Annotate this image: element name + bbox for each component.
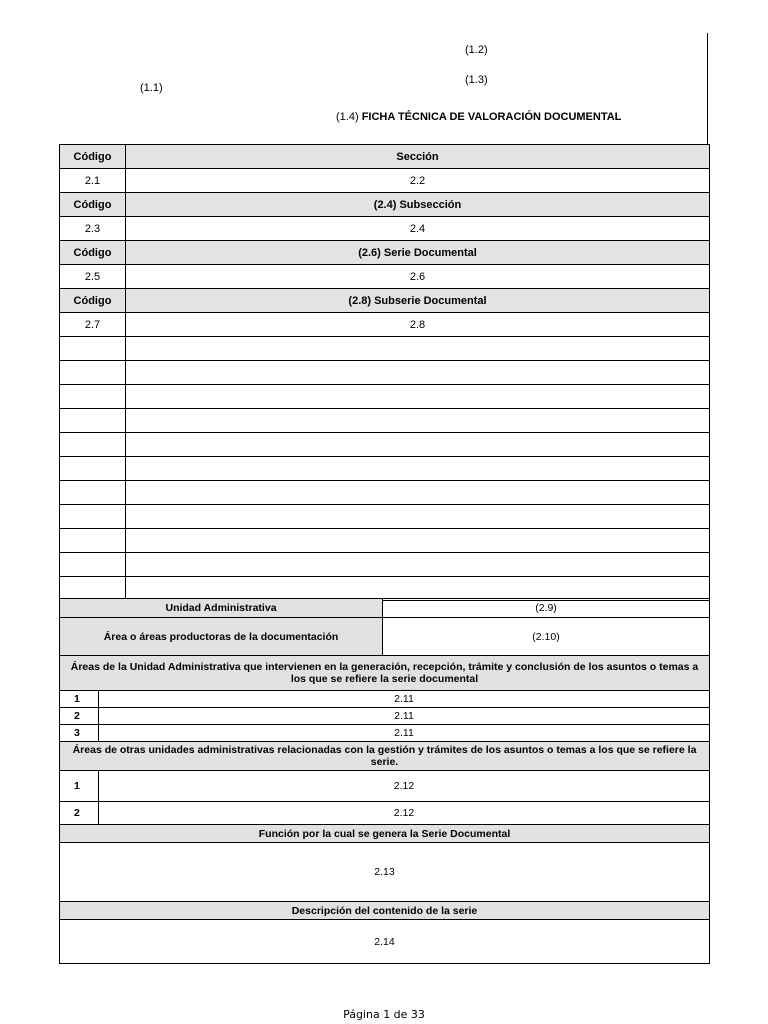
empty-row [60, 457, 710, 481]
unidad-value[interactable]: (2.9) [383, 599, 710, 618]
empty-codigo-cell[interactable] [60, 457, 126, 481]
empty-row [60, 481, 710, 505]
subserie-value-row [60, 313, 710, 337]
title-text: FICHA TÉCNICA DE VALORACIÓN DOCUMENTAL [361, 111, 622, 123]
empty-description-cell[interactable] [126, 385, 710, 409]
areas-productoras-value[interactable]: (2.10) [383, 618, 710, 656]
empty-codigo-cell[interactable] [60, 505, 126, 529]
empty-row [60, 385, 710, 409]
empty-description-cell[interactable] [126, 553, 710, 577]
areas-internas-value[interactable]: 2.11 [99, 725, 710, 742]
areas-otras-value[interactable]: 2.12 [99, 771, 710, 802]
subserie-codigo-cell[interactable]: 2.7 [60, 313, 126, 337]
areas-otras-heading: Áreas de otras unidades administrativas relacionadas con la gestión y trámites de los asuntos o temas a los que se refiere la serie. [60, 742, 710, 771]
header-border-line [707, 33, 708, 145]
empty-description-cell[interactable] [126, 481, 710, 505]
empty-row [60, 409, 710, 433]
areas-productoras-label: Área o áreas productoras de la documentación [60, 618, 383, 656]
empty-codigo-cell[interactable] [60, 361, 126, 385]
empty-description-cell[interactable] [126, 361, 710, 385]
empty-codigo-cell[interactable] [60, 577, 126, 601]
ref-1-3: (1.3) [465, 74, 488, 86]
codigo-header: Código [60, 193, 126, 217]
row-number: 2 [60, 802, 99, 825]
empty-description-cell[interactable] [126, 505, 710, 529]
empty-codigo-cell[interactable] [60, 433, 126, 457]
empty-row [60, 529, 710, 553]
empty-codigo-cell[interactable] [60, 529, 126, 553]
subserie-header: (2.8) Subserie Documental [126, 289, 710, 313]
empty-codigo-cell[interactable] [60, 337, 126, 361]
areas-otras-row [60, 771, 710, 802]
funcion-value[interactable]: 2.13 [60, 843, 710, 902]
serie-cell[interactable]: 2.6 [126, 265, 710, 289]
page-number: Página 1 de 33 [343, 1008, 425, 1021]
row-number: 3 [60, 725, 99, 742]
empty-description-cell[interactable] [126, 529, 710, 553]
descripcion-value-row [60, 920, 710, 964]
areas-internas-row [60, 708, 710, 725]
row-number: 2 [60, 708, 99, 725]
subseccion-header: (2.4) Subsección [126, 193, 710, 217]
areas-internas-row [60, 725, 710, 742]
codigo-header: Código [60, 289, 126, 313]
empty-description-cell[interactable] [126, 409, 710, 433]
areas-otras-row [60, 802, 710, 825]
empty-description-cell[interactable] [126, 337, 710, 361]
empty-codigo-cell[interactable] [60, 553, 126, 577]
empty-codigo-cell[interactable] [60, 385, 126, 409]
classification-table [59, 144, 710, 601]
empty-codigo-cell[interactable] [60, 481, 126, 505]
descripcion-value[interactable]: 2.14 [60, 920, 710, 964]
funcion-heading: Función por la cual se genera la Serie Documental [60, 825, 710, 843]
subseccion-codigo-cell[interactable]: 2.3 [60, 217, 126, 241]
serie-codigo-cell[interactable]: 2.5 [60, 265, 126, 289]
funcion-value-row [60, 843, 710, 902]
empty-row [60, 337, 710, 361]
serie-header-row [60, 241, 710, 265]
areas-internas-heading: Áreas de la Unidad Administrativa que intervienen en la generación, recepción, trámite y conclusión de los asuntos o temas a los que se refiere la serie documental [60, 656, 710, 691]
funcion-heading-row [60, 825, 710, 843]
empty-row [60, 361, 710, 385]
descripcion-heading: Descripción del contenido de la serie [60, 902, 710, 920]
serie-value-row [60, 265, 710, 289]
subseccion-cell[interactable]: 2.4 [126, 217, 710, 241]
subserie-header-row [60, 289, 710, 313]
codigo-header: Código [60, 145, 126, 169]
empty-row [60, 433, 710, 457]
codigo-header: Código [60, 241, 126, 265]
empty-description-cell[interactable] [126, 457, 710, 481]
document-title [336, 111, 621, 123]
empty-description-cell[interactable] [126, 433, 710, 457]
seccion-cell[interactable]: 2.2 [126, 169, 710, 193]
subserie-cell[interactable]: 2.8 [126, 313, 710, 337]
ref-1-2: (1.2) [465, 44, 488, 56]
subseccion-value-row [60, 217, 710, 241]
descripcion-heading-row [60, 902, 710, 920]
empty-row [60, 553, 710, 577]
subseccion-header-row [60, 193, 710, 217]
empty-row [60, 505, 710, 529]
areas-otras-value[interactable]: 2.12 [99, 802, 710, 825]
areas-internas-row [60, 691, 710, 708]
areas-internas-heading-row [60, 656, 710, 691]
seccion-header: Sección [126, 145, 710, 169]
row-number: 1 [60, 691, 99, 708]
unidad-label: Unidad Administrativa [60, 599, 383, 618]
areas-productoras-row [60, 618, 710, 656]
seccion-value-row [60, 169, 710, 193]
empty-codigo-cell[interactable] [60, 409, 126, 433]
ref-1-1: (1.1) [140, 82, 163, 94]
areas-internas-value[interactable]: 2.11 [99, 708, 710, 725]
seccion-header-row [60, 145, 710, 169]
areas-otras-heading-row [60, 742, 710, 771]
row-number: 1 [60, 771, 99, 802]
empty-row [60, 577, 710, 601]
ref-1-4: (1.4) [336, 111, 359, 123]
empty-description-cell[interactable] [126, 577, 710, 601]
areas-table [59, 598, 710, 964]
serie-header: (2.6) Serie Documental [126, 241, 710, 265]
seccion-codigo-cell[interactable]: 2.1 [60, 169, 126, 193]
unidad-row [60, 599, 710, 618]
areas-internas-value[interactable]: 2.11 [99, 691, 710, 708]
